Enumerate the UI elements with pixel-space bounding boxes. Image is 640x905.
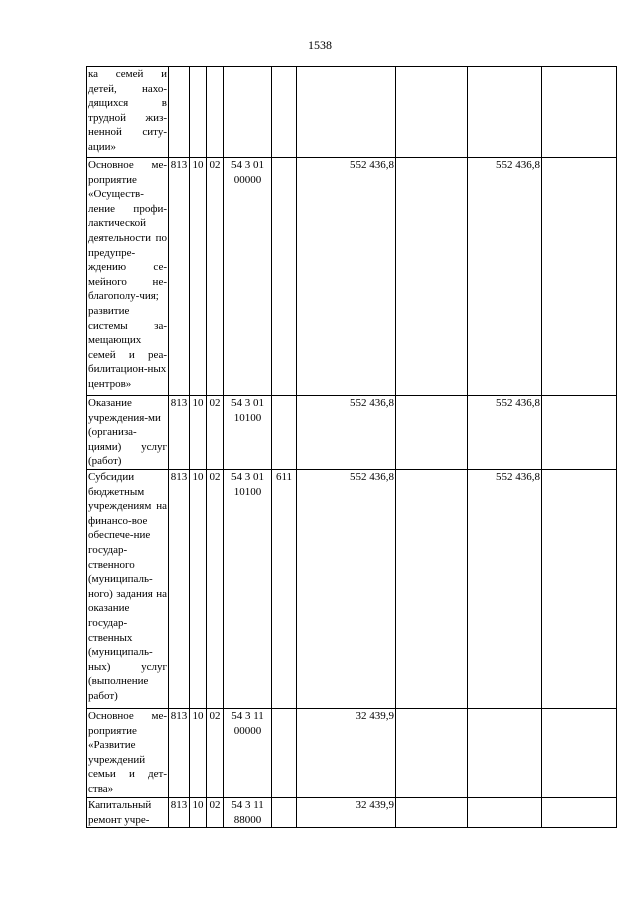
row-sum-2 xyxy=(396,469,468,708)
table-row xyxy=(87,469,617,708)
table-row xyxy=(87,708,617,797)
row-sum-3 xyxy=(468,708,542,797)
row-sum-3: 552 436,8 xyxy=(468,158,542,396)
row-sum-2 xyxy=(396,708,468,797)
row-section: 10 xyxy=(190,797,207,827)
row-expense-type xyxy=(272,708,297,797)
row-target-article xyxy=(224,67,272,158)
row-grbs xyxy=(169,67,190,158)
row-sum-3: 552 436,8 xyxy=(468,469,542,708)
row-sum-1 xyxy=(297,67,396,158)
page-number: 1538 xyxy=(308,38,332,52)
row-grbs: 813 xyxy=(169,158,190,396)
row-sum-2 xyxy=(396,396,468,470)
row-name: Субсидии бюджетным учреждениям на финансо-вое обеспече-ние государ-ственного (муниципаль-ного) задания на оказание государ-ственных (муниципаль-ных) услуг (выполнение работ) xyxy=(87,469,169,708)
row-target-article: 54 3 11 00000 xyxy=(224,708,272,797)
row-sum-2 xyxy=(396,797,468,827)
row-grbs: 813 xyxy=(169,396,190,470)
row-sum-4 xyxy=(542,797,617,827)
row-target-article: 54 3 01 10100 xyxy=(224,469,272,708)
table-row xyxy=(87,67,617,158)
row-expense-type xyxy=(272,396,297,470)
row-sum-4 xyxy=(542,158,617,396)
table-row xyxy=(87,158,617,396)
row-sum-4 xyxy=(542,469,617,708)
row-subsection: 02 xyxy=(207,708,224,797)
row-sum-2 xyxy=(396,158,468,396)
row-expense-type xyxy=(272,158,297,396)
row-grbs: 813 xyxy=(169,469,190,708)
row-sum-1: 32 439,9 xyxy=(297,797,396,827)
row-expense-type xyxy=(272,797,297,827)
table-row xyxy=(87,396,617,470)
row-name: Основное ме-роприятие «Осуществ-ление профи-лактической деятельности по предупре-ждению се-мейного не-благополу-чия; развитие системы за-мещающих семей и реа-билитацион-ных центров» xyxy=(87,158,169,396)
row-subsection xyxy=(207,67,224,158)
row-section: 10 xyxy=(190,158,207,396)
row-subsection: 02 xyxy=(207,797,224,827)
row-target-article: 54 3 01 10100 xyxy=(224,396,272,470)
row-section: 10 xyxy=(190,396,207,470)
row-sum-1: 552 436,8 xyxy=(297,469,396,708)
row-name: Основное ме-роприятие «Развитие учреждений семьи и дет-ства» xyxy=(87,708,169,797)
row-grbs: 813 xyxy=(169,797,190,827)
row-expense-type xyxy=(272,67,297,158)
row-sum-1: 552 436,8 xyxy=(297,158,396,396)
row-sum-1: 32 439,9 xyxy=(297,708,396,797)
row-subsection: 02 xyxy=(207,469,224,708)
row-section xyxy=(190,67,207,158)
row-expense-type: 611 xyxy=(272,469,297,708)
row-section: 10 xyxy=(190,469,207,708)
row-target-article: 54 3 11 88000 xyxy=(224,797,272,827)
row-sum-4 xyxy=(542,396,617,470)
row-sum-3 xyxy=(468,797,542,827)
row-name: ка семей и детей, нахо-дящихся в трудной жиз-ненной ситу-ации» xyxy=(87,67,169,158)
row-section: 10 xyxy=(190,708,207,797)
row-sum-4 xyxy=(542,708,617,797)
row-subsection: 02 xyxy=(207,396,224,470)
row-name: Капитальный ремонт учре- xyxy=(87,797,169,827)
row-sum-3 xyxy=(468,67,542,158)
row-sum-4 xyxy=(542,67,617,158)
row-target-article: 54 3 01 00000 xyxy=(224,158,272,396)
row-sum-3: 552 436,8 xyxy=(468,396,542,470)
row-sum-2 xyxy=(396,67,468,158)
table-row xyxy=(87,797,617,827)
row-sum-1: 552 436,8 xyxy=(297,396,396,470)
row-subsection: 02 xyxy=(207,158,224,396)
budget-table xyxy=(86,66,617,828)
row-name: Оказание учреждения-ми (организа-циями) услуг (работ) xyxy=(87,396,169,470)
row-grbs: 813 xyxy=(169,708,190,797)
